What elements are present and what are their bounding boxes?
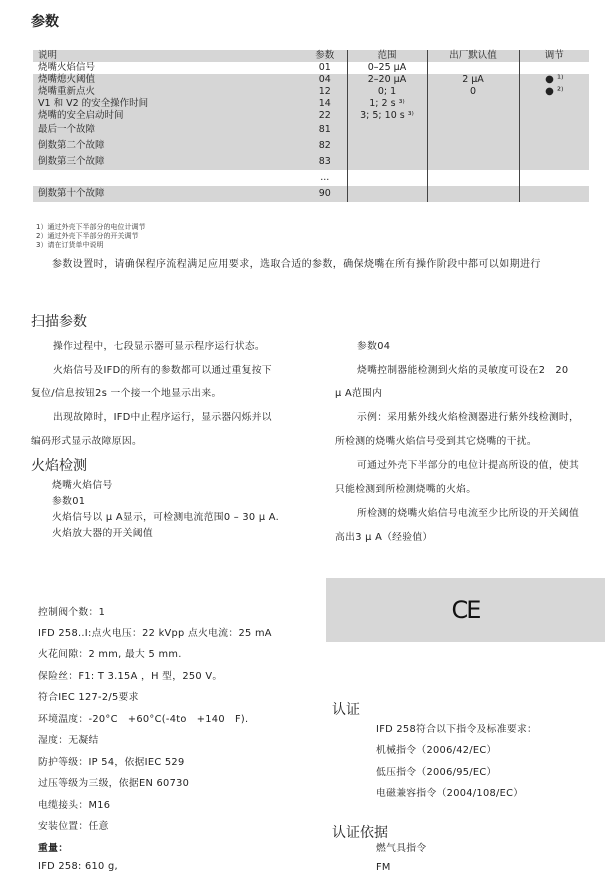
row-range: 0; 1 [347,86,427,98]
row-default [427,186,519,202]
spec-line-7: 湿度：无凝结 [38,735,99,746]
row-adjust [519,170,589,186]
scan-line-4: 出现故障时，IFD中止程序运行，显示器闪烁并以 [53,412,272,423]
scan-line-2: 火焰信号及IFD的所有的参数都可以通过重复按下 [53,365,272,376]
row-default [427,62,519,74]
right-line-1: 参数04 [357,341,391,352]
row-adjust [519,186,589,202]
spec-line-8: 防护等级：IP 54，依据IEC 529 [38,757,185,768]
row-param: 22 [303,110,347,122]
right-line-5: 所检测的烧嘴火焰信号受到其它烧嘴的干扰。 [335,436,537,447]
scan-line-5: 编码形式显示故障原因。 [31,436,143,447]
row-desc: 最后一个故障 [33,122,303,138]
row-param: 01 [303,62,347,74]
footnote-2: 2）通过外壳下半部分的开关调节 [36,232,139,240]
row-range: 0–25 μA [347,62,427,74]
table-row [33,122,589,138]
row-desc: 烧嘴的安全启动时间 [33,110,303,122]
spec-line-5: 符合IEC 127-2/5要求 [38,692,139,703]
row-param: ... [303,170,347,186]
row-default [427,110,519,122]
spec-line-3: 火花间隙：2 mm, 最大 5 mm. [38,649,182,660]
footnotes [36,223,145,250]
row-range: 1; 2 s ³⁾ [347,98,427,110]
row-desc: 倒数第十个故障 [33,186,303,202]
row-desc: 烧嘴熄火阈值 [33,74,303,86]
spec-line-4: 保险丝：F1: T 3.15A ，H 型，250 V。 [38,671,223,682]
right-line-2: 烧嘴控制器能检测到火焰的灵敏度可设在2 20 [357,365,569,376]
flame-heading: 火焰检测 [31,458,87,474]
row-desc: 倒数第三个故障 [33,154,303,170]
row-param: 83 [303,154,347,170]
row-adjust [519,110,589,122]
row-param: 04 [303,74,347,86]
right-line-7: 只能检测到所检测烧嘴的火焰。 [335,484,477,495]
flame-line-3: 火焰信号以 μ A显示，可检测电流范围0 – 30 μ A. [52,512,280,523]
header-default: 出厂默认值 [427,50,519,62]
basis-line-2: FM [376,862,391,873]
row-desc: 烧嘴重新点火 [33,86,303,98]
row-param: 14 [303,98,347,110]
right-line-3: μ A范围内 [335,388,383,399]
row-adjust: ● ²⁾ [519,86,589,98]
row-default [427,138,519,154]
row-adjust [519,122,589,138]
row-default [427,154,519,170]
row-desc: V1 和 V2 的安全操作时间 [33,98,303,110]
table-row [33,86,589,98]
parameter-table [33,50,589,202]
table-row [33,110,589,122]
basis-heading: 认证依据 [332,825,388,841]
row-default [427,170,519,186]
ce-mark-box [326,578,605,642]
row-range [347,154,427,170]
right-line-4: 示例：采用紫外线火焰检测器进行紫外线检测时， [357,412,580,423]
scan-line-1: 操作过程中，七段显示器可显示程序运行状态。 [53,341,266,352]
row-adjust [519,98,589,110]
row-range [347,122,427,138]
row-adjust: ● ¹⁾ [519,74,589,86]
flame-line-2: 参数01 [52,496,86,507]
cert-line-2: 机械指令（2006/42/EC） [376,745,497,756]
row-desc: 倒数第二个故障 [33,138,303,154]
cert-heading: 认证 [332,702,360,718]
spec-line-2: IFD 258..I:点火电压：22 kVpp 点火电流：25 mA [38,628,272,639]
right-line-6: 可通过外壳下半部分的电位计提高所设的值，使其 [357,460,580,471]
row-range [347,186,427,202]
spec-line-9: 过压等级为三级，依据EN 60730 [38,778,190,789]
row-default [427,122,519,138]
row-adjust [519,154,589,170]
header-adjust: 调节 [519,50,589,62]
basis-line-1: 燃气具指令 [376,843,427,854]
ce-mark: CE [451,596,480,624]
spec-line-1: 控制阀个数：1 [38,607,106,618]
scan-heading: 扫描参数 [31,314,87,330]
row-param: 82 [303,138,347,154]
row-default: 0 [427,86,519,98]
spec-line-12: 重量： [38,843,69,854]
header-param: 参数 [303,50,347,62]
header-range: 范围 [347,50,427,62]
row-param: 81 [303,122,347,138]
row-range: 2–20 μA [347,74,427,86]
right-line-9: 高出3 μ A（经验值） [335,532,433,543]
table-row [33,154,589,170]
row-desc: 烧嘴火焰信号 [33,62,303,74]
flame-line-4: 火焰放大器的开关阈值 [52,528,153,539]
cert-line-3: 低压指令（2006/95/EC） [376,767,497,778]
flame-line-1: 烧嘴火焰信号 [52,480,113,491]
row-param: 12 [303,86,347,98]
row-range: 3; 5; 10 s ³⁾ [347,110,427,122]
row-default: 2 μA [427,74,519,86]
row-param: 90 [303,186,347,202]
cert-line-4: 电磁兼容指令（2004/108/EC） [376,788,524,799]
row-adjust [519,138,589,154]
footnote-3: 3）请在订货单中说明 [36,241,104,249]
scan-line-3: 复位/信息按钮2s 一个接一个地显示出来。 [31,388,222,399]
spec-line-10: 电缆接头：M16 [38,800,111,811]
row-default [427,98,519,110]
cert-line-1: IFD 258符合以下指令及标准要求： [376,724,538,735]
table-row [33,98,589,110]
row-range [347,170,427,186]
right-line-8: 所检测的烧嘴火焰信号电流至少比所设的开关阈值 [357,508,580,519]
page-title: 参数 [31,14,59,30]
parameter-summary: 参数设置时，请确保程序流程满足应用要求，选取合适的参数，确保烧嘴在所有操作阶段中都可以如期进行 [52,259,541,270]
spec-line-11: 安装位置：任意 [38,821,109,832]
spec-line-13: IFD 258: 610 g, [38,861,118,872]
row-adjust [519,62,589,74]
spec-line-6: 环境温度：-20°C +60°C(-4to +140 F). [38,714,249,725]
row-desc [33,170,303,186]
table-row [33,74,589,86]
table-row [33,186,589,202]
table-row [33,138,589,154]
header-desc: 说明 [33,50,303,62]
table-row [33,62,589,74]
table-header-row [33,50,589,62]
footnote-1: 1）通过外壳下半部分的电位计调节 [36,223,146,231]
row-range [347,138,427,154]
table-row [33,170,589,186]
